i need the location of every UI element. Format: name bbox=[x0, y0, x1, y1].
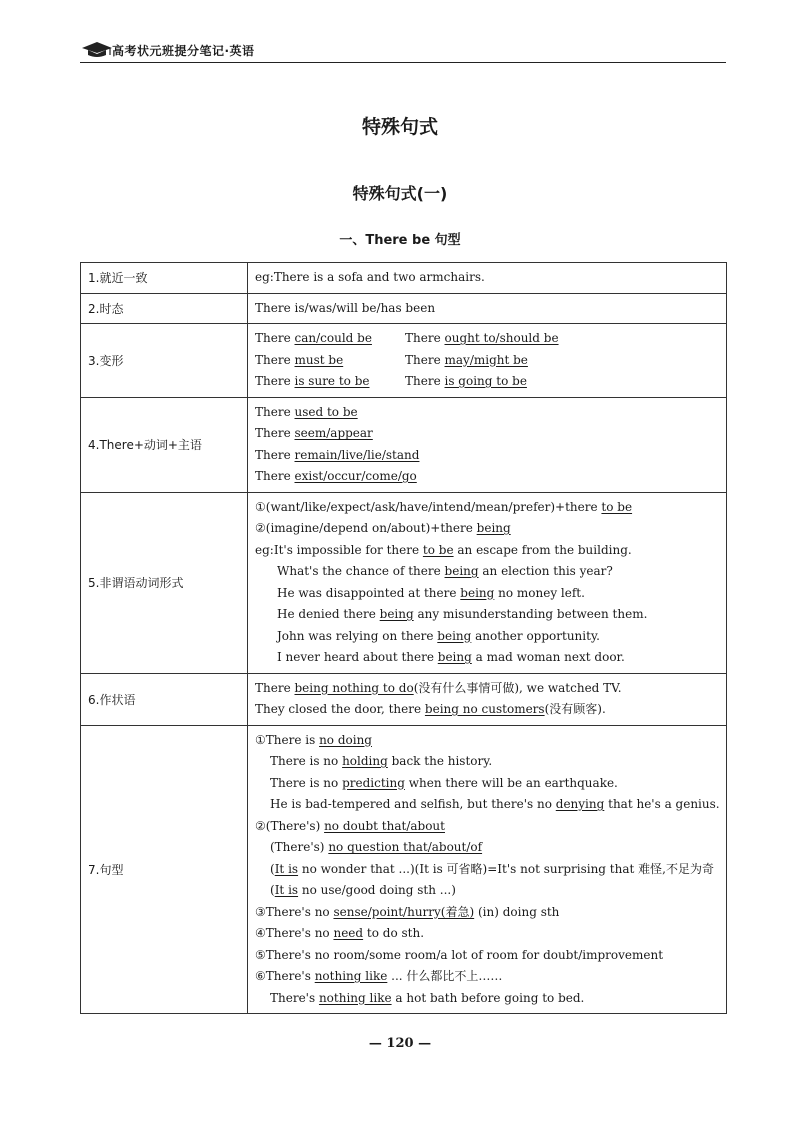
underlined-phrase: sense/point/hurry(着急) bbox=[333, 904, 475, 919]
content-column bbox=[405, 328, 559, 350]
page-title: 特殊句式 bbox=[361, 116, 438, 138]
text-segment: a mad woman next door. bbox=[471, 650, 625, 664]
text-segment: He was disappointed at there bbox=[277, 585, 461, 600]
text-segment: another opportunity. bbox=[471, 628, 600, 643]
underlined-phrase: no doubt that/about bbox=[324, 818, 445, 833]
text-segment: an escape from the building. bbox=[453, 542, 632, 557]
row-content bbox=[248, 293, 727, 324]
content-line bbox=[255, 751, 718, 773]
text-segment: I never heard about there bbox=[277, 650, 438, 664]
text-segment: (没有什么事情可做), we watched TV. bbox=[413, 680, 622, 695]
row-content bbox=[248, 324, 727, 398]
text-segment: He denied there bbox=[277, 607, 380, 621]
content-line bbox=[255, 626, 718, 648]
row-content bbox=[248, 492, 727, 673]
underlined-phrase: no question that/about/of bbox=[328, 840, 483, 854]
underlined-phrase: used to be bbox=[294, 404, 358, 419]
underlined-phrase: is sure to be bbox=[294, 374, 370, 388]
page-header bbox=[80, 38, 726, 64]
content-line bbox=[255, 773, 718, 795]
text-segment: What's the chance of there bbox=[277, 564, 445, 578]
table-row bbox=[81, 397, 727, 492]
content-line bbox=[255, 837, 718, 859]
text-segment: (没有顾客). bbox=[544, 702, 606, 716]
underlined-phrase: being bbox=[444, 564, 479, 578]
content-line bbox=[255, 540, 718, 562]
text-segment: a hot bath before going to bed. bbox=[391, 990, 585, 1005]
content-line bbox=[255, 699, 718, 721]
text-segment: when there will be an earthquake. bbox=[404, 775, 618, 790]
row-label: 1.就近一致 bbox=[81, 263, 248, 294]
underlined-phrase: can/could be bbox=[294, 331, 372, 345]
text-segment: There bbox=[255, 447, 295, 462]
text-segment: There is/was/will be/has been bbox=[255, 300, 436, 315]
underlined-phrase: It is bbox=[274, 883, 299, 897]
content-column bbox=[255, 350, 405, 372]
content-line bbox=[255, 678, 718, 700]
table-row bbox=[81, 725, 727, 1014]
underlined-phrase: need bbox=[333, 926, 364, 940]
text-segment: ( bbox=[270, 861, 275, 876]
content-line bbox=[255, 880, 718, 902]
text-segment: There bbox=[255, 374, 295, 388]
underlined-phrase: being bbox=[437, 628, 472, 643]
text-segment: ①(want/like/expect/ask/have/intend/mean/prefer)+there bbox=[255, 499, 602, 514]
content-line bbox=[255, 859, 718, 881]
underlined-phrase: exist/occur/come/go bbox=[294, 469, 417, 483]
text-segment: ②(There's) bbox=[255, 818, 325, 833]
content-line bbox=[255, 423, 718, 445]
row-label: 4.There+动词+主语 bbox=[81, 397, 248, 492]
content-line bbox=[255, 518, 718, 540]
text-segment: ... 什么都比不上…… bbox=[387, 969, 503, 983]
text-segment: He is bad-tempered and selfish, but there's no bbox=[270, 797, 556, 811]
content-line bbox=[255, 902, 718, 924]
text-segment: to do sth. bbox=[363, 926, 425, 940]
text-segment: There is no bbox=[270, 775, 343, 790]
text-segment: There bbox=[405, 374, 445, 388]
text-segment: There bbox=[255, 331, 295, 345]
underlined-phrase: It is bbox=[274, 861, 299, 876]
underlined-phrase: to be bbox=[422, 542, 454, 557]
text-segment: ①There is bbox=[255, 732, 320, 747]
row-content bbox=[248, 263, 727, 294]
content-line bbox=[255, 604, 718, 626]
content-line bbox=[255, 583, 718, 605]
chapter-subtitle: 特殊句式(一) bbox=[352, 184, 448, 203]
content-line bbox=[255, 402, 718, 424]
text-segment: ②(imagine/depend on/about)+there bbox=[255, 521, 477, 535]
header-rule bbox=[80, 62, 726, 63]
underlined-phrase: being bbox=[437, 650, 472, 664]
underlined-phrase: may/might be bbox=[444, 352, 528, 367]
text-segment: There bbox=[255, 352, 295, 367]
text-segment: no use/good doing sth ...) bbox=[298, 883, 456, 897]
row-label: 3.变形 bbox=[81, 324, 248, 398]
text-segment: They closed the door, there bbox=[255, 702, 425, 716]
content-line bbox=[255, 328, 718, 350]
table-row bbox=[81, 324, 727, 398]
page-number: — 120 — bbox=[368, 1036, 432, 1051]
text-segment: that he's a genius. bbox=[604, 797, 720, 811]
content-line bbox=[255, 466, 718, 488]
content-line bbox=[255, 445, 718, 467]
row-content bbox=[248, 725, 727, 1014]
table-row bbox=[81, 293, 727, 324]
text-segment: any misunderstanding between them. bbox=[413, 607, 648, 621]
row-label: 5.非谓语动词形式 bbox=[81, 492, 248, 673]
underlined-phrase: is going to be bbox=[444, 374, 527, 388]
content-line bbox=[255, 923, 718, 945]
underlined-phrase: holding bbox=[342, 754, 388, 768]
table-row bbox=[81, 492, 727, 673]
underlined-phrase: being bbox=[460, 585, 495, 600]
underlined-phrase: predicting bbox=[342, 775, 405, 790]
text-segment: (in) doing sth bbox=[474, 904, 560, 919]
book-title: 高考状元班提分笔记·英语 bbox=[112, 44, 255, 58]
text-segment: There's bbox=[270, 990, 319, 1005]
text-segment: ⑤There's no room/some room/a lot of room for doubt/improvement bbox=[255, 947, 664, 962]
row-content bbox=[248, 397, 727, 492]
text-segment: There is no bbox=[270, 754, 343, 768]
text-segment: (There's) bbox=[270, 840, 329, 854]
content-line bbox=[255, 561, 718, 583]
underlined-phrase: remain/live/lie/stand bbox=[294, 447, 420, 462]
text-segment: There bbox=[255, 404, 295, 419]
underlined-phrase: being bbox=[476, 521, 511, 535]
content-line bbox=[255, 730, 718, 752]
text-segment: no wonder that ...)(It is 可省略)=It's not surprising that 难怪,不足为奇 bbox=[298, 861, 714, 876]
text-segment: no money left. bbox=[494, 585, 585, 600]
content-line bbox=[255, 267, 718, 289]
content-column bbox=[405, 371, 527, 393]
underlined-phrase: ought to/should be bbox=[444, 331, 559, 345]
text-segment: eg:There is a sofa and two armchairs. bbox=[255, 270, 485, 284]
content-column bbox=[405, 350, 528, 372]
underlined-phrase: denying bbox=[555, 797, 605, 811]
graduation-cap-icon bbox=[80, 40, 114, 58]
content-line bbox=[255, 794, 718, 816]
text-segment: There bbox=[255, 469, 295, 483]
text-segment: There bbox=[255, 680, 295, 695]
content-line bbox=[255, 966, 718, 988]
underlined-phrase: being bbox=[379, 607, 414, 621]
text-segment: an election this year? bbox=[478, 564, 613, 578]
underlined-phrase: nothing like bbox=[318, 990, 392, 1005]
content-line bbox=[255, 647, 718, 669]
underlined-phrase: seem/appear bbox=[294, 426, 373, 440]
content-line bbox=[255, 497, 718, 519]
text-segment: eg:It's impossible for there bbox=[255, 542, 423, 557]
content-line bbox=[255, 945, 718, 967]
text-segment: ③There's no bbox=[255, 904, 334, 919]
row-label: 7.句型 bbox=[81, 725, 248, 1014]
text-segment: ④There's no bbox=[255, 926, 334, 940]
content-line bbox=[255, 988, 718, 1010]
underlined-phrase: being nothing to do bbox=[294, 680, 414, 695]
table-row bbox=[81, 673, 727, 725]
underlined-phrase: nothing like bbox=[314, 969, 388, 983]
row-label: 6.作状语 bbox=[81, 673, 248, 725]
underlined-phrase: no doing bbox=[319, 732, 372, 747]
text-segment: back the history. bbox=[387, 754, 493, 768]
underlined-phrase: must be bbox=[294, 352, 344, 367]
text-segment: John was relying on there bbox=[277, 628, 438, 643]
row-label: 2.时态 bbox=[81, 293, 248, 324]
underlined-phrase: to be bbox=[601, 499, 633, 514]
section-title: 一、There be 句型 bbox=[339, 233, 461, 248]
content-column bbox=[255, 328, 405, 350]
row-content bbox=[248, 673, 727, 725]
content-line bbox=[255, 350, 718, 372]
content-column bbox=[255, 371, 405, 393]
content-line bbox=[255, 298, 718, 320]
underlined-phrase: being no customers bbox=[424, 702, 545, 716]
content-line bbox=[255, 371, 718, 393]
text-segment: ⑥There's bbox=[255, 969, 315, 983]
content-line bbox=[255, 816, 718, 838]
grammar-table bbox=[80, 262, 727, 1014]
text-segment: There bbox=[255, 426, 295, 440]
text-segment: There bbox=[405, 352, 445, 367]
text-segment: ( bbox=[270, 883, 275, 897]
table-row bbox=[81, 263, 727, 294]
text-segment: There bbox=[405, 331, 445, 345]
